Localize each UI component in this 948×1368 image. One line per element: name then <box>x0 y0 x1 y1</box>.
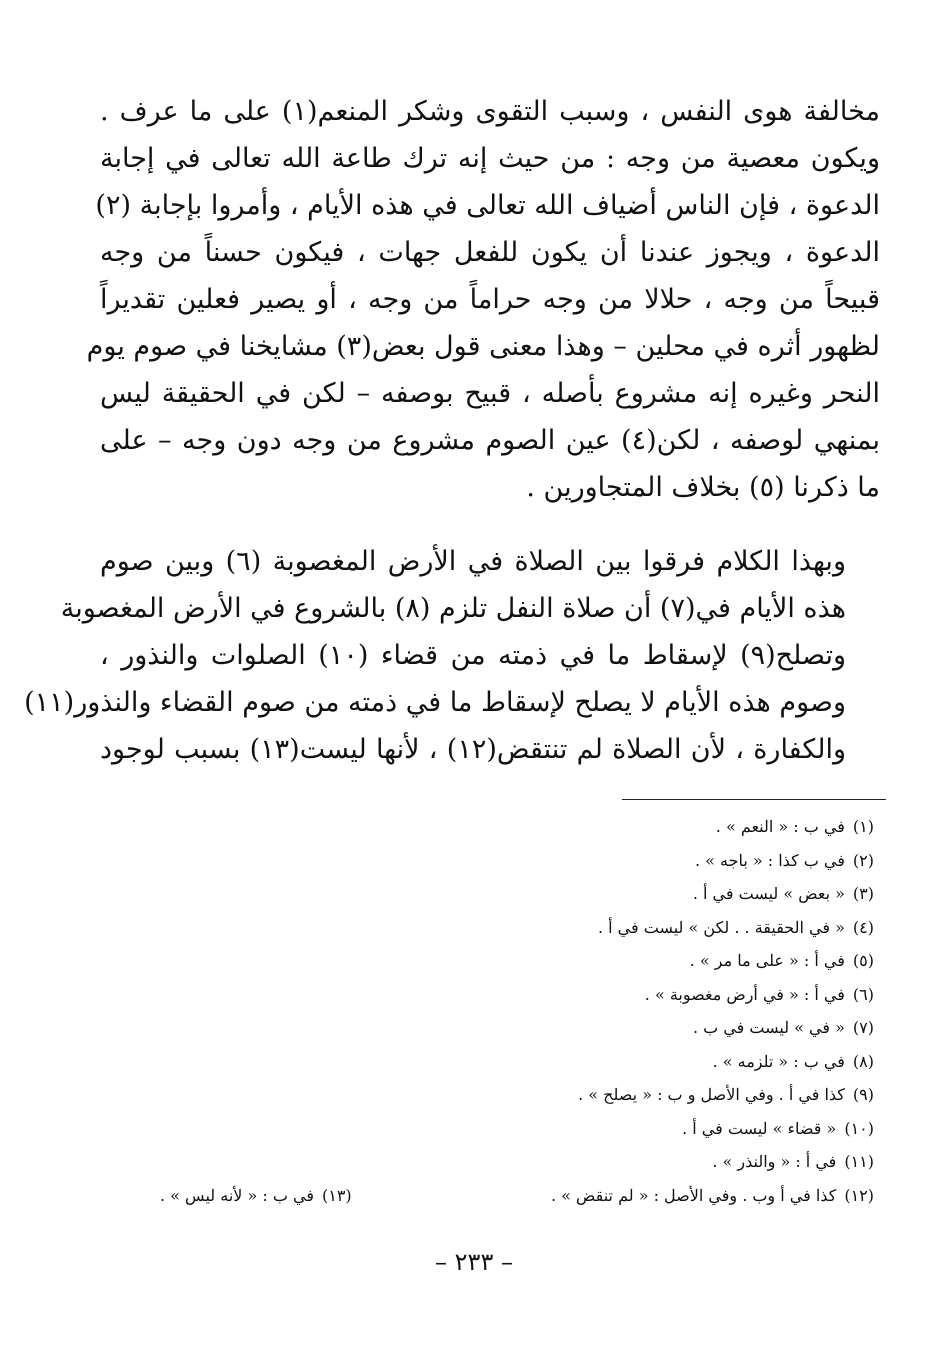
footnote-number: (٥) <box>852 951 874 970</box>
paragraph-1 <box>86 88 881 511</box>
footnote-text: في أ : « في أرض مغصوبة » . <box>644 984 845 1004</box>
footnote-1 <box>160 810 874 844</box>
footnote-number: (٢) <box>852 850 874 870</box>
footnote-8 <box>160 1045 874 1079</box>
footnote-text: في أ : « والنذر » . <box>712 1152 837 1171</box>
text-line: وتصلح(٩) لإسقاط ما في ذمته من قضاء (١٠) الصلوات والنذور ، <box>100 640 846 671</box>
footnote-4 <box>160 911 874 945</box>
footnote-text: كذا في أ وب . وفي الأصل : « لم تنقض » . <box>550 1185 837 1205</box>
text-line: الدعوة ، فإن الناس أضياف الله تعالى في هذه الأيام ، وأمروا بإجابة (٢) <box>95 190 880 221</box>
footnote-number: (٩) <box>852 1085 874 1104</box>
footnote-text: « في الحقيقة . . لكن » ليست في أ . <box>597 917 845 937</box>
footnote-6 <box>160 978 874 1012</box>
text-line: مخالفة هوى النفس ، وسبب التقوى وشكر المنعم(١) على ما عرف . <box>100 96 881 127</box>
footnote-number: (١١) <box>844 1152 874 1171</box>
footnote-number: (٣) <box>852 884 874 903</box>
footnote-text: كذا في أ . وفي الأصل و ب : « يصلح » . <box>578 1085 845 1104</box>
text-line: النحر وغيره إنه مشروع بأصله ، قبيح بوصفه – لكن في الحقيقة ليس <box>100 378 880 409</box>
footnote-number: (١٣) <box>321 1185 352 1205</box>
footnote-5 <box>160 944 874 978</box>
text-line: بمنهي لوصفه ، لكن(٤) عين الصوم مشروع من وجه دون وجه – على <box>100 425 880 456</box>
footnote-separator <box>622 799 886 800</box>
footnote-text: في ب : « لأنه ليس » . <box>160 1185 314 1205</box>
footnote-number: (٧) <box>852 1018 874 1037</box>
footnote-3 <box>160 877 874 911</box>
text-line: هذه الأيام في(٧) أن صلاة النفل تلزم (٨) بالشروع في الأرض المغصوبة <box>60 593 846 624</box>
text-line: لظهور أثره في محلين – وهذا معنى قول بعض(٣) مشايخنا في صوم يوم <box>86 331 880 362</box>
footnote-number: (١) <box>852 817 874 836</box>
footnote-text: في ب كذا : « باجه » . <box>694 850 845 870</box>
footnote-text: « قضاء » ليست في أ . <box>682 1118 837 1138</box>
footnote-13 <box>160 1179 352 1213</box>
footnote-text: في أ : « على ما مر » . <box>689 951 845 970</box>
text-line: وبهذا الكلام فرقوا بين الصلاة في الأرض المغصوبة (٦) وبين صوم <box>100 546 846 577</box>
footnote-number: (٨) <box>852 1051 874 1071</box>
footnote-text: « بعض » ليست في أ . <box>692 884 845 903</box>
text-line: الدعوة ، ويجوز عندنا أن يكون للفعل جهات ، فيكون حسناً من وجه <box>100 237 880 268</box>
footnote-text: في ب : « تلزمه » . <box>712 1051 845 1071</box>
page-number: – ٢٣٣ – <box>435 1248 513 1276</box>
paragraph-2 <box>24 538 880 773</box>
footnote-number: (١٢) <box>844 1185 874 1205</box>
footnote-10 <box>160 1112 874 1146</box>
text-line: والكفارة ، لأن الصلاة لم تنتقض(١٢) ، لأنها ليست(١٣) بسبب لوجود <box>100 734 846 765</box>
text-line: ما ذكرنا (٥) بخلاف المتجاورين . <box>526 472 880 503</box>
footnote-number: (٦) <box>852 984 874 1004</box>
text-line: قبيحاً من وجه ، حلالا من وجه حراماً من وجه ، أو يصير فعلين تقديراً <box>100 284 880 315</box>
footnotes <box>160 810 874 1212</box>
footnote-text: في ب : « النعم » . <box>715 817 845 836</box>
footnote-7 <box>160 1011 874 1045</box>
footnote-11 <box>160 1145 874 1179</box>
footnote-number: (٤) <box>852 917 874 937</box>
footnote-2 <box>160 844 874 878</box>
footnote-12 <box>551 1179 874 1213</box>
footnote-number: (١٠) <box>844 1118 874 1138</box>
footnote-text: « في » ليست في ب . <box>693 1018 845 1037</box>
text-line: ويكون معصية من وجه : من حيث إنه ترك طاعة الله تعالى في إجابة <box>100 143 880 174</box>
footnote-row-final <box>160 1179 874 1213</box>
footnote-9 <box>160 1078 874 1112</box>
text-line: وصوم هذه الأيام لا يصلح لإسقاط ما في ذمته من صوم القضاء والنذور(١١) <box>24 687 846 718</box>
